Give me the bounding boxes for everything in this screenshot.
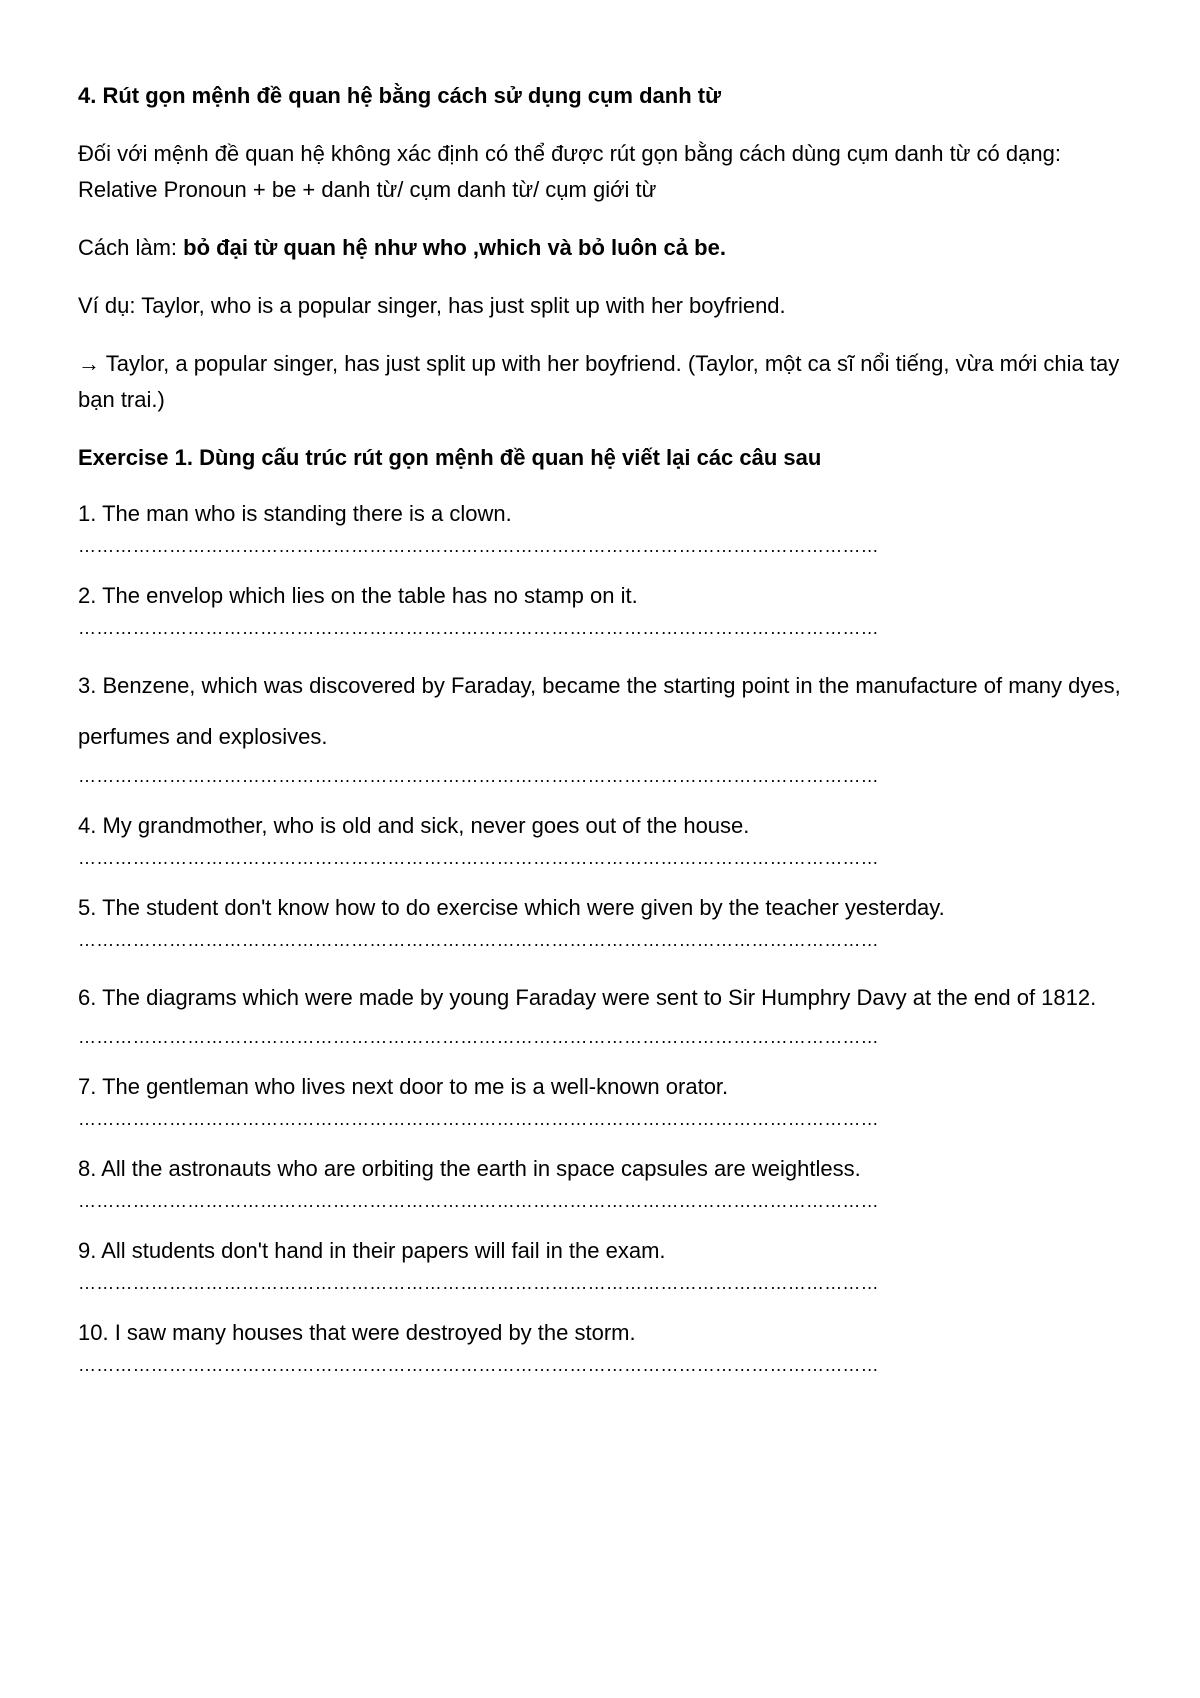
question-text: 4. My grandmother, who is old and sick, never goes out of the house. <box>78 813 750 838</box>
answer-line[interactable]: …………………………………………………………………………………………………………………… <box>78 766 879 786</box>
answer-line[interactable]: …………………………………………………………………………………………………………………… <box>78 848 879 868</box>
question-text: 2. The envelop which lies on the table has no stamp on it. <box>78 583 638 608</box>
question-item <box>78 578 1138 642</box>
answer-line[interactable]: …………………………………………………………………………………………………………………… <box>78 536 879 556</box>
question-text: 5. The student don't know how to do exercise which were given by the teacher yesterday. <box>78 895 945 920</box>
question-item <box>78 1069 1138 1133</box>
answer-line[interactable]: …………………………………………………………………………………………………………………… <box>78 1109 879 1129</box>
question-item <box>78 496 1138 560</box>
question-text: 3. Benzene, which was discovered by Faraday, became the starting point in the manufacture of many dyes, perfumes and explosives. <box>78 673 1121 749</box>
question-text: 6. The diagrams which were made by young Faraday were sent to Sir Humphry Davy at the end of 1812. <box>78 985 1097 1010</box>
document-page <box>78 78 1138 1379</box>
method-label: Cách làm: <box>78 235 184 260</box>
question-item <box>78 1151 1138 1215</box>
question-item <box>78 890 1138 954</box>
answer-line[interactable]: …………………………………………………………………………………………………………………… <box>78 1191 879 1211</box>
question-item <box>78 660 1138 790</box>
example-result: → Taylor, a popular singer, has just split up with her boyfriend. (Taylor, một ca sĩ nổi tiếng, vừa mới chia tay bạn trai.) <box>78 351 1120 412</box>
intro-paragraph: Đối với mệnh đề quan hệ không xác định có thể được rút gọn bằng cách dùng cụm danh từ có dạng: Relative Pronoun + be + danh từ/ cụm danh từ/ cụm giới từ <box>78 141 1061 202</box>
question-item <box>78 972 1138 1051</box>
question-text: 10. I saw many houses that were destroyed by the storm. <box>78 1320 636 1345</box>
question-text: 9. All students don't hand in their papers will fail in the exam. <box>78 1238 666 1263</box>
section-heading: 4. Rút gọn mệnh đề quan hệ bằng cách sử dụng cụm danh từ <box>78 83 722 108</box>
question-item <box>78 808 1138 872</box>
answer-line[interactable]: …………………………………………………………………………………………………………………… <box>78 1027 879 1047</box>
exercise-title: Exercise 1. Dùng cấu trúc rút gọn mệnh đề quan hệ viết lại các câu sau <box>78 445 822 470</box>
question-text: 7. The gentleman who lives next door to me is a well-known orator. <box>78 1074 729 1099</box>
answer-line[interactable]: …………………………………………………………………………………………………………………… <box>78 1355 879 1375</box>
method-paragraph <box>78 230 1138 266</box>
question-text: 1. The man who is standing there is a clown. <box>78 501 512 526</box>
answer-line[interactable]: …………………………………………………………………………………………………………………… <box>78 1273 879 1293</box>
answer-line[interactable]: …………………………………………………………………………………………………………………… <box>78 618 879 638</box>
answer-line[interactable]: …………………………………………………………………………………………………………………… <box>78 930 879 950</box>
question-item <box>78 1233 1138 1297</box>
example-sentence: Ví dụ: Taylor, who is a popular singer, has just split up with her boyfriend. <box>78 293 786 318</box>
question-list <box>78 496 1138 1379</box>
question-text: 8. All the astronauts who are orbiting the earth in space capsules are weightless. <box>78 1156 861 1181</box>
method-text: bỏ đại từ quan hệ như who ,which và bỏ luôn cả be. <box>183 235 726 260</box>
question-item <box>78 1315 1138 1379</box>
